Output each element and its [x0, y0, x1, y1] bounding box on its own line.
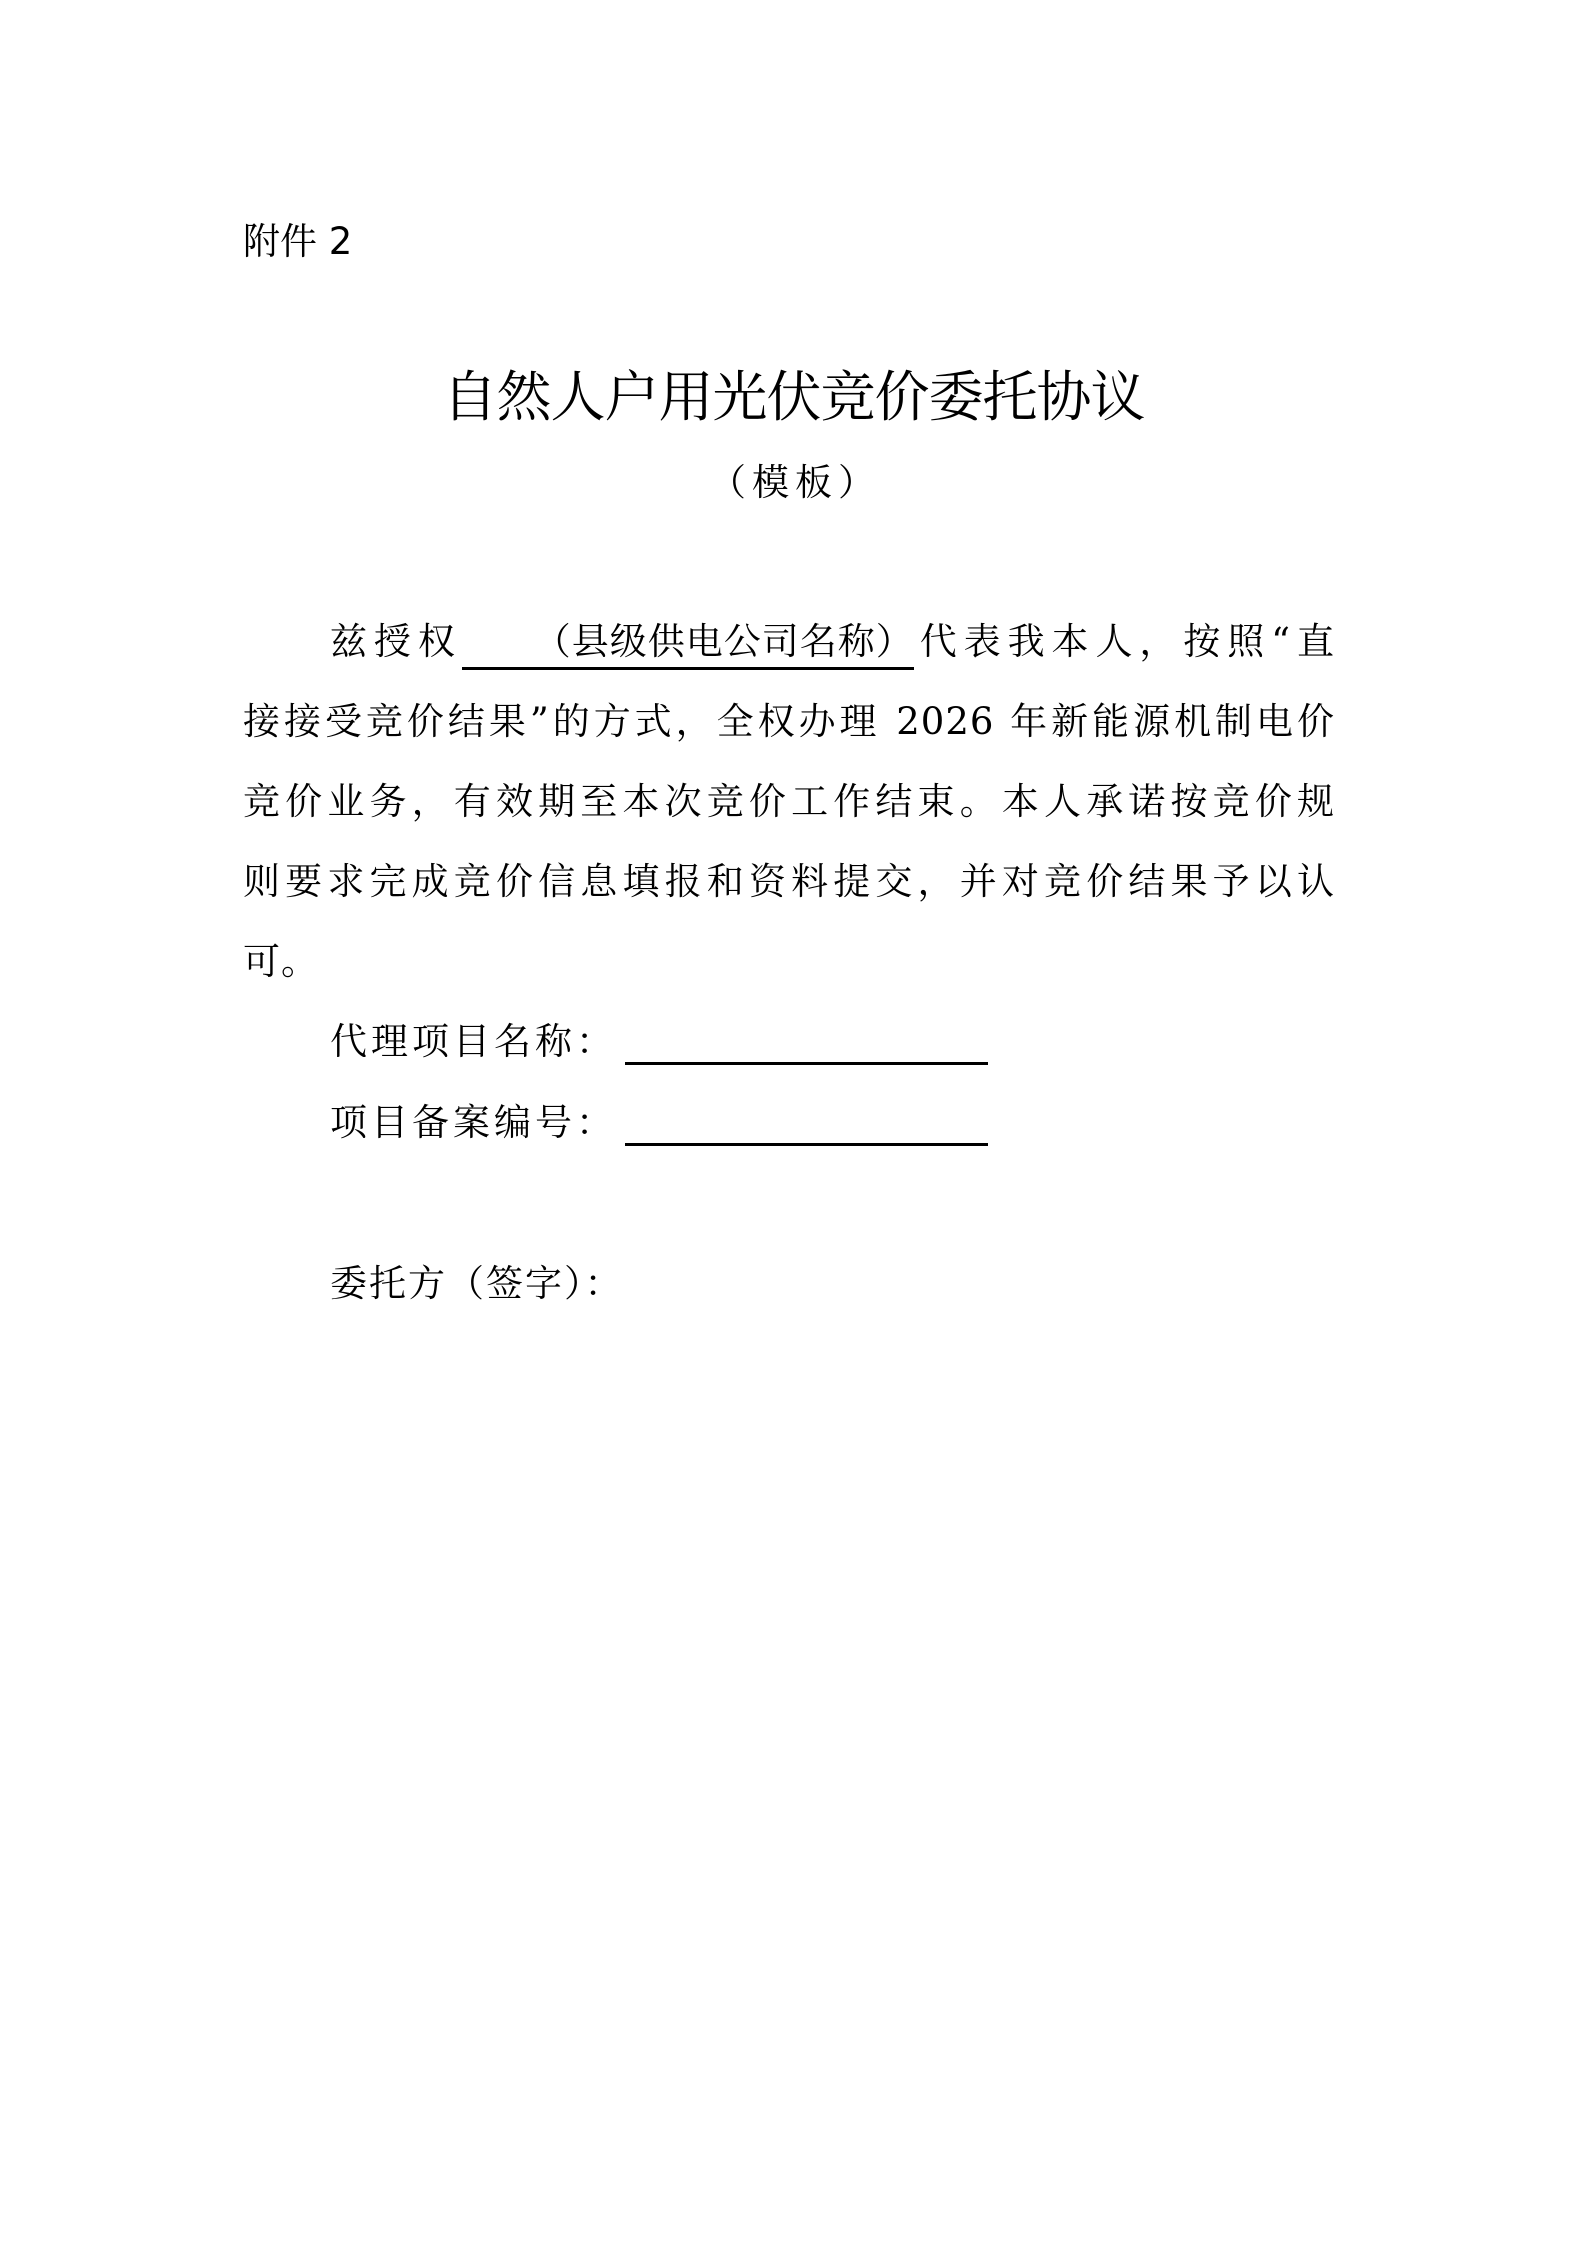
project-name-label: 代理项目名称：: [330, 1020, 617, 1063]
project-record-number-input-line[interactable]: [625, 1143, 988, 1146]
paragraph-line-2: 接接受竞价结果”的方式，全权办理 2026 年新能源机制电价: [243, 700, 1335, 743]
company-name-blank[interactable]: [462, 617, 914, 670]
paragraph-line-1: [330, 614, 1335, 670]
company-name-placeholder: （县级供电公司名称）: [533, 620, 914, 663]
authorize-suffix: 代表我本人，按照“直: [913, 620, 1336, 663]
project-record-number-label: 项目备案编号：: [330, 1101, 617, 1144]
project-name-input-line[interactable]: [625, 1062, 988, 1065]
paragraph-line-5: 可。: [243, 940, 319, 983]
signature-label: 委托方（签字）：: [330, 1262, 624, 1305]
authorize-prefix: 兹授权: [330, 620, 462, 663]
document-subtitle: （模板）: [709, 461, 881, 504]
paragraph-line-3: 竞价业务，有效期至本次竞价工作结束。本人承诺按竞价规: [243, 780, 1335, 823]
attachment-label: 附件 2: [243, 220, 353, 263]
document-title: 自然人户用光伏竞价委托协议: [442, 365, 1145, 429]
paragraph-line-4: 则要求完成竞价信息填报和资料提交，并对竞价结果予以认: [243, 860, 1335, 903]
